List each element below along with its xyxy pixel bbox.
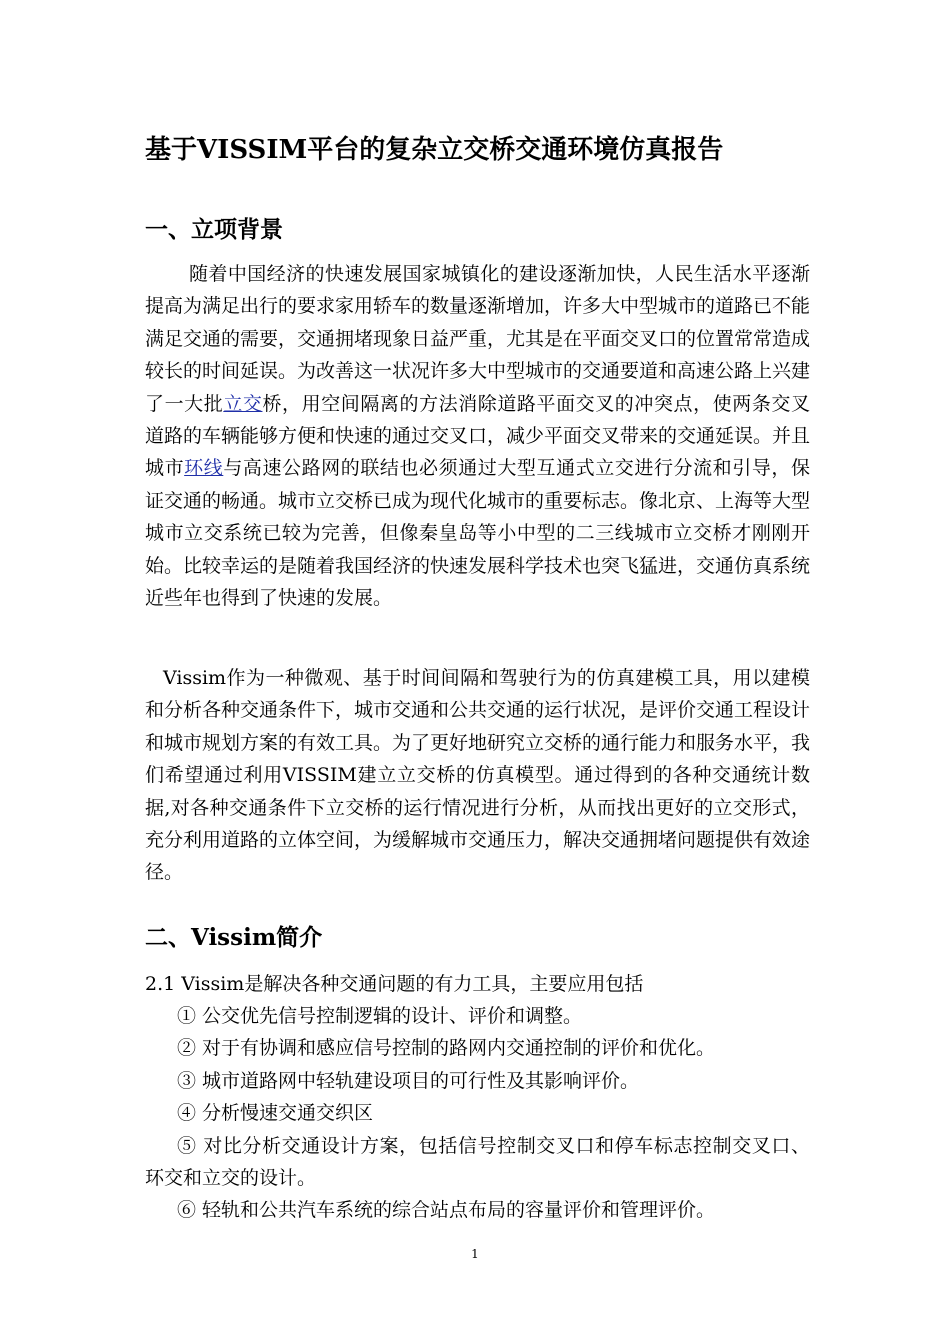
list-item: ③ 城市道路网中轻轨建设项目的可行性及其影响评价。 [177,1069,640,1092]
list-item: ④ 分析慢速交通交织区 [177,1102,374,1125]
paragraph-text: 桥，用空间隔离的方法消除道路平面交叉的冲突点，使两条交叉道路的车辆能够方便和快速的通过交叉口，减少平面交叉带来的交通延误。并且城市 [145,392,811,480]
section-heading-vissim-intro: 二、Vissim简介 [145,924,323,951]
list-item: ② 对于有协调和感应信号控制的路网内交通控制的评价和优化。 [177,1037,716,1060]
section-heading-background: 一、立项背景 [145,216,283,243]
link-interchange[interactable]: 立交 [223,392,263,415]
vissim-intro-line: 2.1 Vissim是解决各种交通问题的有力工具，主要应用包括 [145,973,644,995]
vissim-applications-list [145,1000,810,1227]
background-paragraph-1 [145,258,810,614]
list-item: ⑤ 对比分析交通设计方案，包括信号控制交叉口和停车标志控制交叉口、环交和立交的设计。 [145,1134,810,1190]
list-item: ⑥ 轻轨和公共汽车系统的综合站点布局的容量评价和管理评价。 [177,1199,716,1222]
page-number: 1 [471,1247,479,1261]
paragraph-text: 与高速公路网的联结也必须通过大型互通式立交进行分流和引导，保证交通的畅通。城市立交桥已成为现代化城市的重要标志。像北京、上海等大型城市立交系统已较为完善，但像秦皇岛等小中型的二三线城市立交桥才刚刚开始。比较幸运的是随着我国经济的快速发展科学技术也突飞猛进，交通仿真系统近些年也得到了快速的发展。 [145,457,811,610]
link-ring-road[interactable]: 环线 [184,457,224,480]
background-paragraph-2: Vissim作为一种微观、基于时间间隔和驾驶行为的仿真建模工具，用以建模和分析各种交通条件下，城市交通和公共交通的运行状况，是评价交通工程设计和城市规划方案的有效工具。为了更好地研究立交桥的通行能力和服务水平，我们希望通过利用VISSIM建立立交桥的仿真模型。通过得到的各种交通统计数据,对各种交通条件下立交桥的运行情况进行分析，从而找出更好的立交形式，充分利用道路的立体空间，为缓解城市交通压力，解决交通拥堵问题提供有效途径。 [145,667,811,884]
paragraph-text: 随着中国经济的快速发展国家城镇化的建设逐渐加快，人民生活水平逐渐提高为满足出行的要求家用轿车的数量逐渐增加，许多大中型城市的道路已不能满足交通的需要，交通拥堵现象日益严重，尤其是在平面交叉口的位置常常造成较长的时间延误。为改善这一状况许多大中型城市的交通要道和高速公路上兴建了一大批 [145,263,811,415]
list-item: ① 公交优先信号控制逻辑的设计、评价和调整。 [177,1005,583,1027]
document-title: 基于VISSIM平台的复杂立交桥交通环境仿真报告 [145,135,724,165]
